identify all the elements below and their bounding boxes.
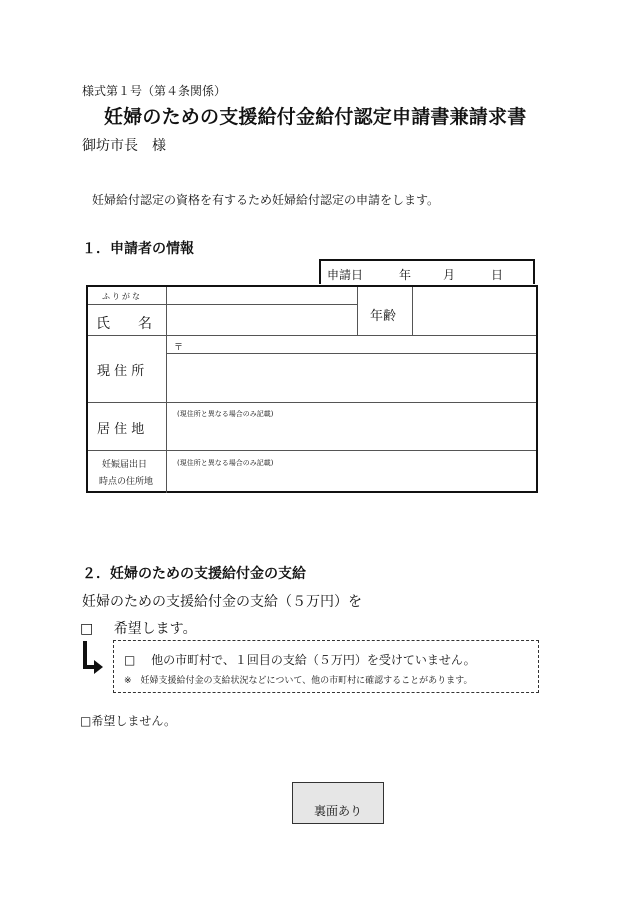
not-wish-option[interactable]: □希望しません。 [80, 714, 177, 728]
pregnancy-address-note: (現住所と異なる場合のみ記載) [177, 459, 274, 467]
sub-condition-box [113, 640, 539, 693]
name-label: 氏 名 [96, 316, 152, 332]
furigana-label: ふりがな [102, 292, 142, 301]
pregnancy-address-field[interactable] [167, 451, 536, 493]
pregnancy-address-label-1: 妊娠届出日 [102, 460, 148, 470]
furigana-field[interactable] [167, 287, 357, 304]
residence-note: (現住所と異なる場合のみ記載) [177, 410, 274, 418]
name-field[interactable] [167, 305, 357, 335]
table-divider [357, 287, 358, 335]
date-day-label: 日 [491, 268, 504, 282]
residence-label: 居 住 地 [97, 422, 145, 437]
confirmation-note: ※ 妊婦支援給付金の支給状況などについて、他の市町村に確認することがあります。 [124, 676, 473, 686]
payment-paragraph: 妊婦のための支援給付金の支給（５万円）を [82, 594, 362, 610]
residence-field[interactable] [167, 403, 536, 450]
addressee: 御坊市長 様 [82, 138, 166, 154]
age-field[interactable] [413, 287, 536, 335]
age-label: 年齢 [370, 309, 397, 324]
page-title: 妊婦のための支援給付金給付認定申請書兼請求書 [104, 106, 527, 128]
sub-condition-row [124, 651, 476, 668]
current-address-label: 現 住 所 [97, 364, 145, 379]
current-address-field[interactable] [167, 354, 536, 402]
postal-mark: 〒 [174, 343, 184, 353]
wish-checkbox[interactable]: □ [80, 621, 94, 637]
applicant-info-table [86, 285, 538, 493]
bent-arrow-icon [82, 641, 104, 675]
form-number: 様式第１号（第４条関係） [82, 84, 227, 98]
date-year-label: 年 [399, 268, 412, 282]
table-divider [88, 335, 536, 336]
application-date-box [319, 259, 535, 284]
date-month-label: 月 [443, 268, 456, 282]
back-side-indicator [292, 782, 384, 824]
sub-condition-checkbox[interactable]: □ [124, 653, 136, 667]
back-side-label: 裏面あり [313, 804, 362, 818]
section-1-heading: １．申請者の情報 [82, 241, 194, 257]
pregnancy-address-label-2: 時点の住所地 [99, 477, 154, 487]
wish-label: 希望します。 [113, 621, 197, 637]
wish-row [80, 618, 197, 638]
section-2-heading: ２．妊婦のための支援給付金の支給 [82, 566, 306, 582]
application-date-label: 申請日 [327, 268, 364, 282]
sub-condition-label: 他の市町村で、１回目の支給（５万円）を受けていません。 [151, 653, 476, 667]
intro-text: 妊婦給付認定の資格を有するため妊婦給付認定の申請をします。 [92, 193, 440, 207]
